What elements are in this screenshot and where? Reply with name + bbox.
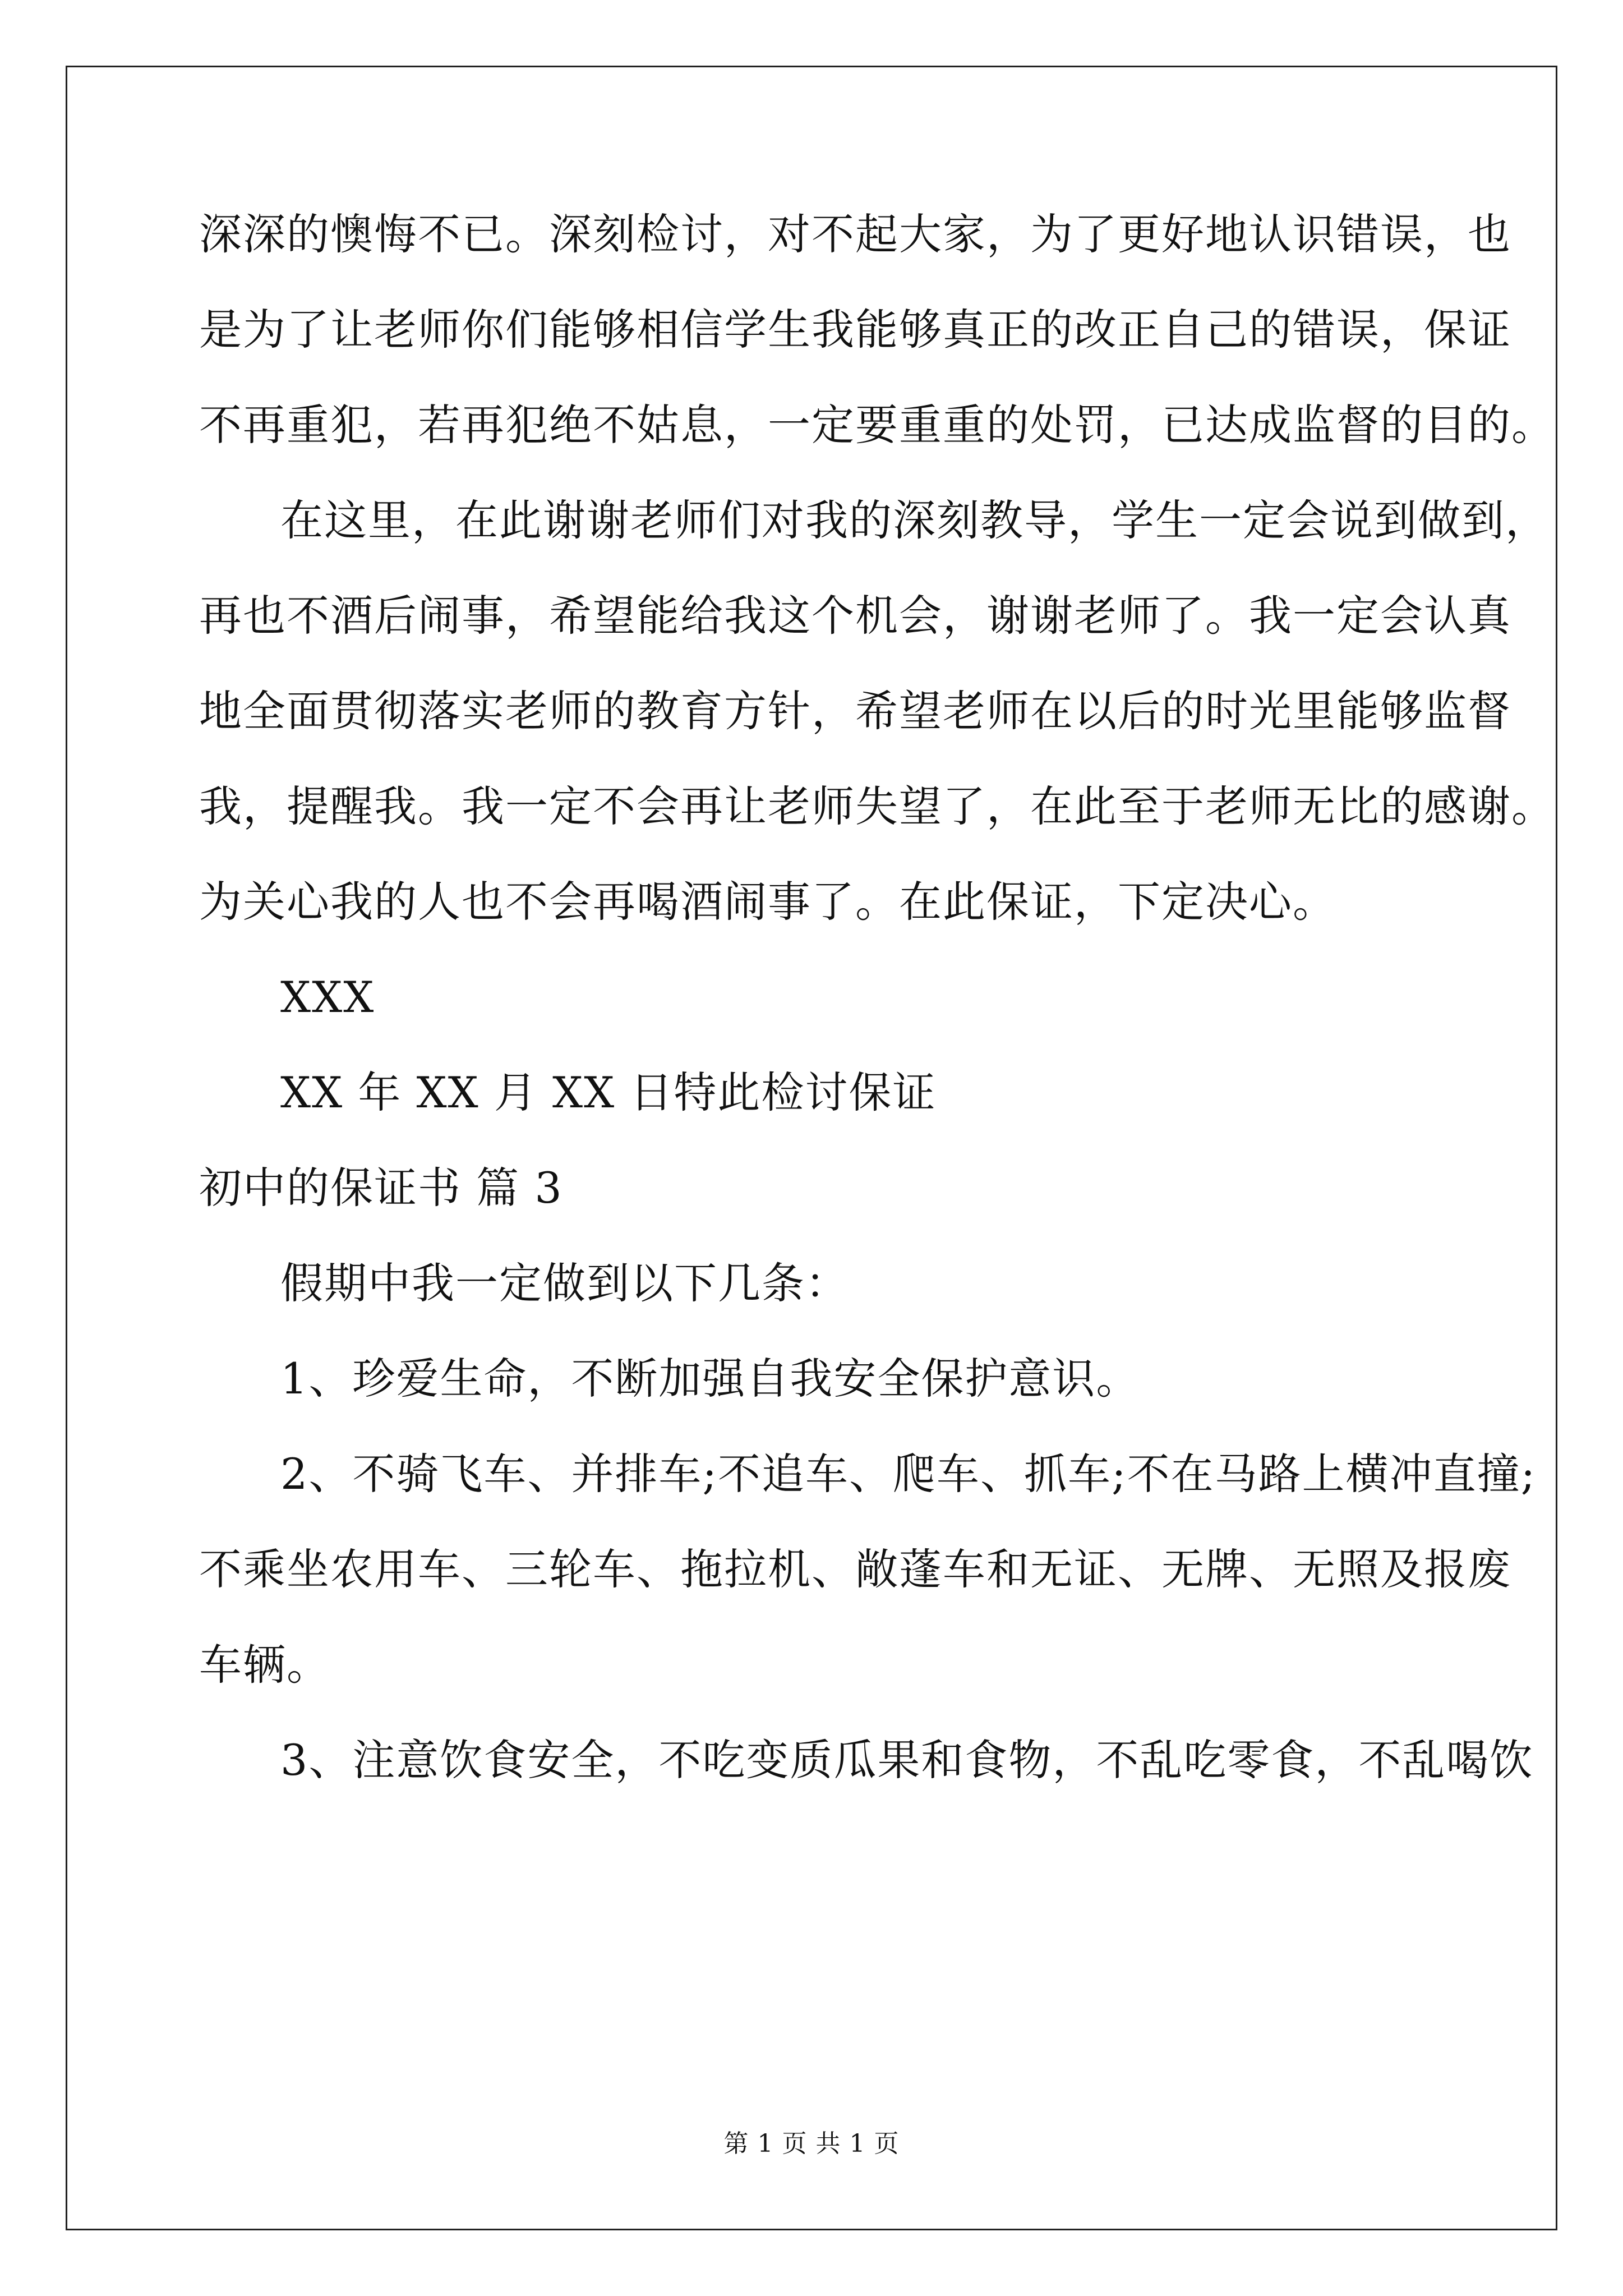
text-line: 地全面贯彻落实老师的教育方针，希望老师在以后的时光里能够监督 [199, 686, 1511, 736]
text-line: 车辆。 [199, 1640, 330, 1690]
text-line: 不再重犯，若再犯绝不姑息，一定要重重的处罚，已达成监督的目的。 [199, 400, 1555, 450]
text-line: 在这里，在此谢谢老师们对我的深刻教导，学生一定会说到做到， [280, 495, 1549, 545]
list-item: 2、不骑飞车、并排车;不追车、爬车、抓车;不在马路上横冲直撞; [280, 1449, 1537, 1499]
text-line: 是为了让老师你们能够相信学生我能够真正的改正自己的错误，保证 [199, 305, 1511, 355]
signature-name: XXX [280, 972, 375, 1022]
signature-date: XX 年 XX 月 XX 日特此检讨保证 [280, 1068, 937, 1117]
page-frame [66, 66, 1557, 2230]
page-footer: 第 1 页 共 1 页 [723, 2129, 900, 2158]
text-line: 我，提醒我。我一定不会再让老师失望了，在此至于老师无比的感谢。 [199, 781, 1555, 831]
section-heading: 初中的保证书 篇 3 [199, 1163, 563, 1213]
text-line: 不乘坐农用车、三轮车、拖拉机、敞蓬车和无证、无牌、无照及报废 [199, 1544, 1511, 1594]
list-item: 1、珍爱生命，不断加强自我安全保护意识。 [280, 1354, 1140, 1404]
text-line: 再也不酒后闹事，希望能给我这个机会，谢谢老师了。我一定会认真 [199, 591, 1511, 641]
text-line: 假期中我一定做到以下几条： [280, 1258, 849, 1308]
text-line: 深深的懊悔不已。深刻检讨，对不起大家，为了更好地认识错误，也 [199, 209, 1511, 259]
text-line: 为关心我的人也不会再喝酒闹事了。在此保证，下定决心。 [199, 877, 1336, 927]
list-item: 3、注意饮食安全，不吃变质瓜果和食物，不乱吃零食，不乱喝饮 [280, 1735, 1534, 1785]
